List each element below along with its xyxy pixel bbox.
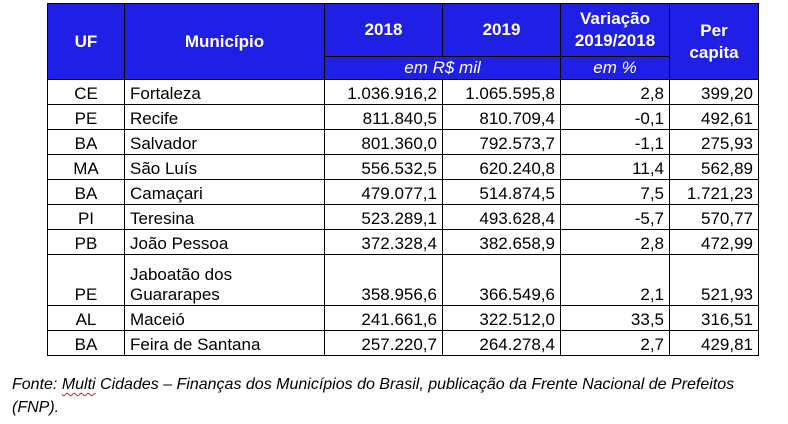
cell-2019: 493.628,4 <box>443 205 561 230</box>
cell-municipio: Recife <box>125 105 325 130</box>
cell-municipio: Camaçari <box>125 180 325 205</box>
header-per-capita-line2: capita <box>689 42 739 62</box>
cell-2018: 801.360,0 <box>325 130 443 155</box>
cell-municipio-line2: Guararapes <box>130 285 220 304</box>
cell-uf: BA <box>48 180 125 205</box>
cell-uf: PE <box>48 105 125 130</box>
table-row <box>48 230 759 255</box>
cell-2019: 264.278,4 <box>443 331 561 356</box>
cell-uf: AL <box>48 306 125 331</box>
header-municipio: Município <box>125 4 325 80</box>
cell-2018: 479.077,1 <box>325 180 443 205</box>
cell-per-capita: 429,81 <box>670 331 759 356</box>
cell-municipio: São Luís <box>125 155 325 180</box>
cell-municipio: Maceió <box>125 306 325 331</box>
cell-variacao: 2,1 <box>561 255 670 306</box>
table-row <box>48 80 759 105</box>
cell-per-capita: 570,77 <box>670 205 759 230</box>
cell-2019: 1.065.595,8 <box>443 80 561 105</box>
cell-2018: 1.036.916,2 <box>325 80 443 105</box>
cell-2019: 382.658,9 <box>443 230 561 255</box>
header-2019: 2019 <box>443 4 561 57</box>
cell-2018: 556.532,5 <box>325 155 443 180</box>
cell-variacao: -0,1 <box>561 105 670 130</box>
cell-municipio <box>125 255 325 306</box>
cell-municipio: Fortaleza <box>125 80 325 105</box>
table-row <box>48 306 759 331</box>
cell-per-capita: 316,51 <box>670 306 759 331</box>
cell-variacao: 7,5 <box>561 180 670 205</box>
table-row <box>48 105 759 130</box>
cell-municipio: Teresina <box>125 205 325 230</box>
cell-uf: CE <box>48 80 125 105</box>
cell-per-capita: 521,93 <box>670 255 759 306</box>
cell-variacao: 2,8 <box>561 80 670 105</box>
cell-2019: 514.874,5 <box>443 180 561 205</box>
header-uf: UF <box>48 4 125 80</box>
cell-2019: 810.709,4 <box>443 105 561 130</box>
table-row <box>48 331 759 356</box>
header-row-top <box>48 4 759 57</box>
header-variacao-line2: 2019/2018 <box>574 31 656 50</box>
source-note <box>12 373 772 419</box>
cell-2018: 372.328,4 <box>325 230 443 255</box>
cell-uf: MA <box>48 155 125 180</box>
cell-uf: BA <box>48 130 125 155</box>
source-misspelled-word: Multi <box>61 376 96 393</box>
municipal-revenue-table <box>47 3 759 356</box>
cell-uf: PE <box>48 255 125 306</box>
cell-municipio-line1: Jaboatão dos <box>130 265 233 284</box>
cell-variacao: 2,8 <box>561 230 670 255</box>
cell-municipio: João Pessoa <box>125 230 325 255</box>
cell-per-capita: 399,20 <box>670 80 759 105</box>
cell-municipio: Feira de Santana <box>125 331 325 356</box>
unit-values-label: em R$ mil <box>325 57 561 80</box>
cell-2019: 366.549,6 <box>443 255 561 306</box>
header-variacao-line1: Variação <box>580 9 650 28</box>
cell-per-capita: 492,61 <box>670 105 759 130</box>
cell-2019: 620.240,8 <box>443 155 561 180</box>
cell-variacao: 33,5 <box>561 306 670 331</box>
cell-variacao: 11,4 <box>561 155 670 180</box>
unit-percent-label: em % <box>561 57 670 80</box>
cell-per-capita: 562,89 <box>670 155 759 180</box>
cell-2019: 792.573,7 <box>443 130 561 155</box>
cell-variacao: -1,1 <box>561 130 670 155</box>
cell-uf: PB <box>48 230 125 255</box>
cell-uf: PI <box>48 205 125 230</box>
table-header <box>48 4 759 80</box>
table-row <box>48 205 759 230</box>
cell-2018: 523.289,1 <box>325 205 443 230</box>
cell-uf: BA <box>48 331 125 356</box>
cell-2018: 358.956,6 <box>325 255 443 306</box>
cell-variacao: 2,7 <box>561 331 670 356</box>
cell-variacao: -5,7 <box>561 205 670 230</box>
table-body <box>48 80 759 356</box>
header-variacao <box>561 4 670 57</box>
source-text: Cidades – Finanças dos Municípios do Brasil, publicação da Frente Nacional de Prefeitos (FNP). <box>12 376 735 416</box>
cell-per-capita: 275,93 <box>670 130 759 155</box>
cell-2019: 322.512,0 <box>443 306 561 331</box>
table-row <box>48 155 759 180</box>
header-2018: 2018 <box>325 4 443 57</box>
cell-2018: 241.661,6 <box>325 306 443 331</box>
table-row <box>48 130 759 155</box>
cell-municipio: Salvador <box>125 130 325 155</box>
cell-2018: 257.220,7 <box>325 331 443 356</box>
table-row <box>48 255 759 306</box>
table-row <box>48 180 759 205</box>
cell-2018: 811.840,5 <box>325 105 443 130</box>
header-per-capita <box>670 4 759 80</box>
cell-per-capita: 472,99 <box>670 230 759 255</box>
cell-per-capita: 1.721,23 <box>670 180 759 205</box>
source-prefix: Fonte: <box>12 376 62 393</box>
header-per-capita-line1: Per <box>700 20 728 40</box>
